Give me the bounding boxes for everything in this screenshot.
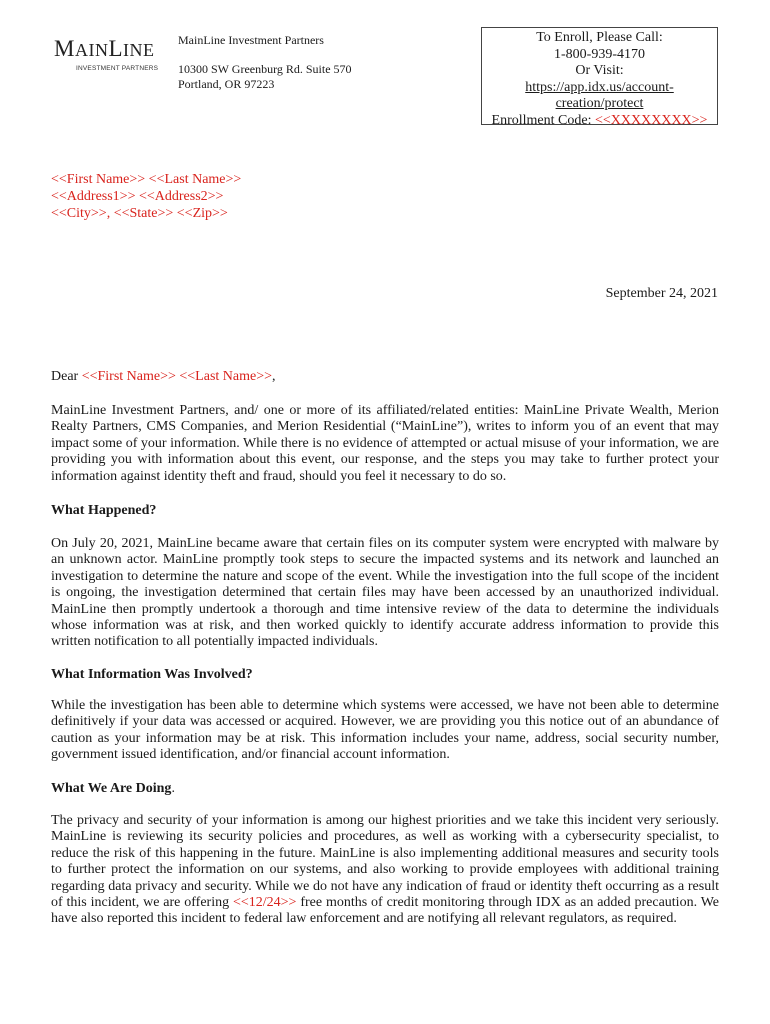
enroll-call-label: To Enroll, Please Call: xyxy=(536,30,663,45)
recipient-street: <<Address1>> <<Address2>> xyxy=(51,189,224,204)
sender-city: Portland, OR 97223 xyxy=(178,77,275,91)
intro-paragraph: MainLine Investment Partners, and/ one or more of its affiliated/related entities: MainLine Private Wealth, Merion Realty Partners, CMS Companies, and Merion Residential (“MainLine”), writes to inform you of an event that may impact some of your information. While there is no evidence of attempted or actual misuse of your information, we are providing you with information about this event, our response, and the steps you may take to further protect your information against identity theft and fraud, should you feel it necessary to do so. xyxy=(51,403,719,484)
information-involved-heading: What Information Was Involved? xyxy=(51,667,253,682)
enroll-url-link[interactable]: https://app.idx.us/account- creation/protect xyxy=(525,79,674,111)
mainline-logo xyxy=(54,36,158,72)
enrollment-box xyxy=(481,27,718,128)
recipient-name: <<First Name>> <<Last Name>> xyxy=(51,172,242,187)
enroll-phone: 1-800-939-4170 xyxy=(554,46,645,62)
salutation: Dear <<First Name>> <<Last Name>>, xyxy=(51,369,276,384)
sender-address xyxy=(178,33,352,92)
what-happened-paragraph: On July 20, 2021, MainLine became aware that certain files on its computer system were encrypted with malware by an unknown actor. MainLine promptly took steps to secure the impacted systems and its network and launched an investigation to determine the nature and scope of the event. While the investigation into the full scope of the incident is ongoing, the investigation determined that certain files may have been accessed by an unauthorized individual. MainLine then promptly undertook a thorough and time intensive review of the data to determine the individuals whose information was at risk, and then worked quickly to identify accurate address information to provide this written notification to all potentially impacted individuals. xyxy=(51,536,719,650)
enroll-visit-label: Or Visit: xyxy=(575,63,624,78)
salutation-name: <<First Name>> <<Last Name>> xyxy=(81,369,273,384)
logo-wordmark: MAINLINE xyxy=(54,36,155,61)
what-we-are-doing-paragraph: The privacy and security of your information is among our highest priorities and we take this incident very seriously. MainLine is reviewing its security policies and procedures, as well as working with a cybersecurity specialist, to reduce the risk of this happening in the future. MainLine is also implementing additional measures and security tools to further protect the information on our systems, and also working to provide employees with additional training regarding data privacy and security. While we do not have any indication of fraud or identity theft occurring as a result of this incident, we are offering <<12/24>> free months of credit monitoring through IDX as an added precaution. We have also reported this incident to federal law enforcement and are notifying all relevant regulators, as required. xyxy=(51,813,719,927)
information-involved-paragraph: While the investigation has been able to determine which systems were accessed, we have not been able to determine definitively if your data was accessed or acquired. However, we are providing you this notice out of an abundance of caution as your information may be at risk. This information includes your name, address, social security number, government issued identification, and/or financial account information. xyxy=(51,698,719,763)
sender-street: 10300 SW Greenburg Rd. Suite 570 xyxy=(178,62,352,76)
enrollment-code-value: <<XXXXXXXX>> xyxy=(594,112,708,128)
monitoring-months: <<12/24>> xyxy=(232,895,297,911)
enrollment-code: Enrollment Code: <<XXXXXXXX>> xyxy=(491,112,708,128)
what-we-are-doing-heading: What We Are Doing. xyxy=(51,781,175,796)
logo-subtitle: INVESTMENT PARTNERS xyxy=(76,65,159,72)
what-happened-heading: What Happened? xyxy=(51,503,157,518)
letter-date: September 24, 2021 xyxy=(605,286,718,301)
sender-name: MainLine Investment Partners xyxy=(178,33,324,47)
recipient-city: <<City>>, <<State>> <<Zip>> xyxy=(51,206,228,221)
recipient-address xyxy=(51,171,241,222)
